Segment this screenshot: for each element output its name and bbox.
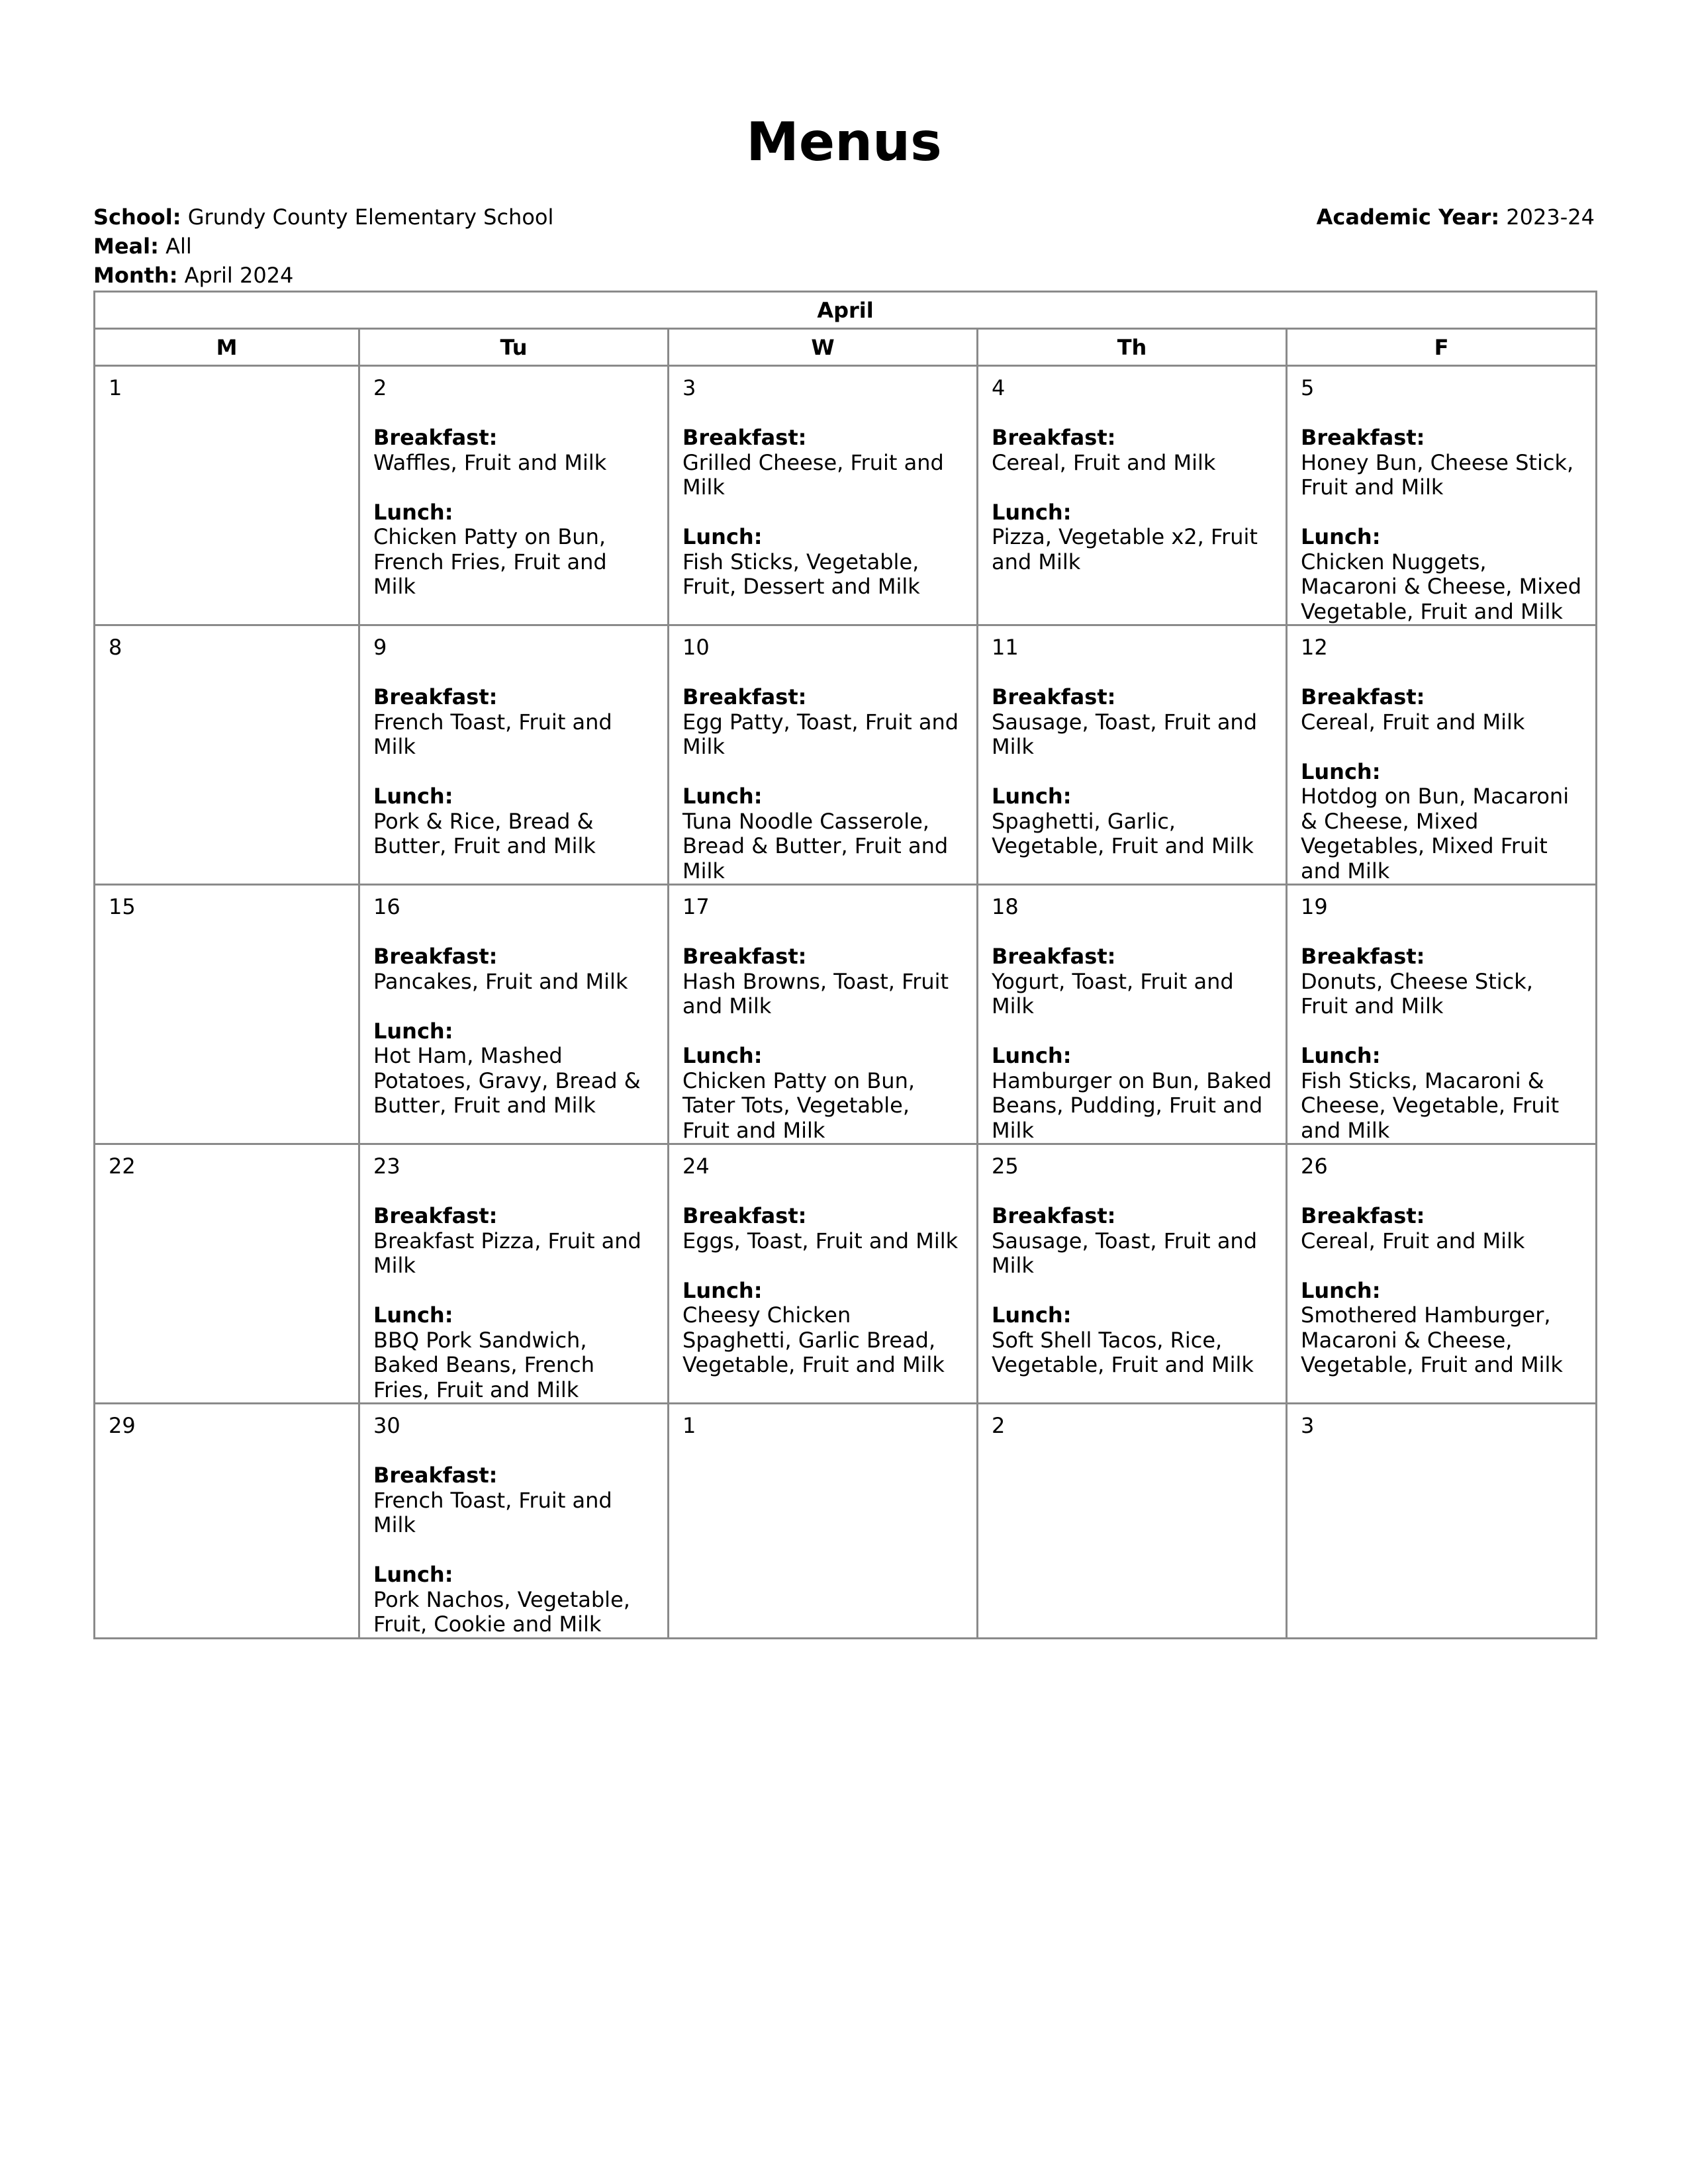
day-number: 16 [373,894,400,919]
day-cell [669,1144,978,1404]
weekday-header-tuesday: Tu [359,329,669,366]
breakfast-label: Breakfast: [682,684,807,709]
day-cell [978,1404,1287,1639]
day-cell [95,625,359,885]
breakfast-menu: Cereal, Fruit and Milk [1301,709,1525,735]
breakfast-label: Breakfast: [682,1203,807,1228]
day-cell [95,1404,359,1639]
breakfast-label: Breakfast: [373,944,498,969]
meal-value: All [165,234,192,259]
lunch-menu: Chicken Patty on Bun, Tater Tots, Vegetable, Fruit and Milk [682,1068,915,1143]
breakfast-menu: Eggs, Toast, Fruit and Milk [682,1228,959,1253]
lunch-label: Lunch: [682,1043,763,1068]
day-number: 26 [1301,1154,1328,1179]
day-number: 17 [682,894,710,919]
breakfast-label: Breakfast: [682,425,807,450]
day-number: 15 [109,894,136,919]
month-header-row [95,292,1597,329]
breakfast-menu: Honey Bun, Cheese Stick, Fruit and Milk [1301,449,1574,500]
breakfast-menu: Pancakes, Fruit and Milk [373,968,628,994]
breakfast-label: Breakfast: [992,425,1116,450]
day-number: 19 [1301,894,1328,919]
breakfast-label: Breakfast: [373,1463,498,1488]
lunch-menu: BBQ Pork Sandwich, Baked Beans, French Fries, Fruit and Milk [373,1327,595,1402]
lunch-menu: Hamburger on Bun, Baked Beans, Pudding, Fruit and Milk [992,1068,1272,1143]
breakfast-menu: Hash Browns, Toast, Fruit and Milk [682,968,949,1019]
lunch-label: Lunch: [992,499,1072,525]
week-row [95,625,1597,885]
day-number: 23 [373,1154,400,1179]
day-cell [359,366,669,625]
day-number: 3 [1301,1413,1315,1438]
day-number: 12 [1301,635,1328,660]
weekday-header-friday: F [1287,329,1597,366]
day-cell [1287,885,1597,1144]
day-cell [1287,1404,1597,1639]
lunch-menu: Spaghetti, Garlic, Vegetable, Fruit and Milk [992,808,1254,858]
lunch-menu: Hot Ham, Mashed Potatoes, Gravy, Bread & Butter, Fruit and Milk [373,1043,641,1118]
breakfast-menu: Egg Patty, Toast, Fruit and Milk [682,709,959,759]
lunch-menu: Pork & Rice, Bread & Butter, Fruit and Milk [373,808,596,858]
day-cell [359,625,669,885]
weekday-header-monday: M [95,329,359,366]
lunch-menu: Chicken Nuggets, Macaroni & Cheese, Mixed Vegetable, Fruit and Milk [1301,549,1582,624]
day-cell [669,366,978,625]
month-info [93,261,1595,290]
day-cell [978,1144,1287,1404]
day-number: 25 [992,1154,1019,1179]
day-cell [95,885,359,1144]
week-row [95,1404,1597,1639]
lunch-menu: Soft Shell Tacos, Rice, Vegetable, Fruit and Milk [992,1327,1254,1377]
academic-year-value: 2023-24 [1506,205,1595,230]
lunch-label: Lunch: [1301,524,1381,549]
page-title: Menus [746,111,942,173]
week-row [95,1144,1597,1404]
day-cell [669,625,978,885]
day-number: 3 [682,375,696,400]
day-number: 5 [1301,375,1315,400]
month-header: April [95,292,1597,329]
lunch-menu: Pizza, Vegetable x2, Fruit and Milk [992,524,1258,574]
lunch-menu: Fish Sticks, Vegetable, Fruit, Dessert and Milk [682,549,920,599]
day-number: 18 [992,894,1019,919]
day-number: 2 [373,375,387,400]
day-number: 1 [109,375,122,400]
calendar-body [95,366,1597,1639]
lunch-label: Lunch: [373,784,453,809]
breakfast-menu: Sausage, Toast, Fruit and Milk [992,709,1258,759]
lunch-label: Lunch: [373,499,453,525]
day-cell [1287,366,1597,625]
weekday-header-wednesday: W [669,329,978,366]
week-row [95,885,1597,1144]
lunch-menu: Smothered Hamburger, Macaroni & Cheese, Vegetable, Fruit and Milk [1301,1302,1563,1377]
breakfast-menu: Grilled Cheese, Fruit and Milk [682,449,944,500]
day-cell [95,1144,359,1404]
breakfast-label: Breakfast: [1301,684,1425,709]
meal-label: Meal: [93,234,159,259]
day-cell [669,1404,978,1639]
breakfast-label: Breakfast: [992,1203,1116,1228]
day-cell [669,885,978,1144]
school-value: Grundy County Elementary School [187,205,554,230]
day-number: 8 [109,635,122,660]
day-cell [95,366,359,625]
lunch-menu: Cheesy Chicken Spaghetti, Garlic Bread, Vegetable, Fruit and Milk [682,1302,945,1377]
weekday-header-thursday: Th [978,329,1287,366]
day-number: 22 [109,1154,136,1179]
menu-calendar [93,291,1597,1639]
lunch-label: Lunch: [373,1018,453,1044]
day-cell [359,885,669,1144]
breakfast-label: Breakfast: [373,684,498,709]
breakfast-menu: Sausage, Toast, Fruit and Milk [992,1228,1258,1278]
lunch-label: Lunch: [373,1562,453,1587]
academic-year-info [1317,203,1595,232]
breakfast-label: Breakfast: [992,684,1116,709]
lunch-menu: Fish Sticks, Macaroni & Cheese, Vegetable, Fruit and Milk [1301,1068,1560,1143]
month-value: April 2024 [184,263,294,288]
lunch-label: Lunch: [1301,1277,1381,1303]
day-number: 1 [682,1413,696,1438]
breakfast-menu: Yogurt, Toast, Fruit and Milk [992,968,1234,1019]
day-cell [978,885,1287,1144]
breakfast-menu: Cereal, Fruit and Milk [1301,1228,1525,1253]
meal-info [93,232,1595,261]
lunch-label: Lunch: [1301,1043,1381,1068]
lunch-label: Lunch: [992,1302,1072,1328]
lunch-menu: Tuna Noodle Casserole, Bread & Butter, Fruit and Milk [682,808,949,884]
day-number: 24 [682,1154,710,1179]
week-row [95,366,1597,625]
weekday-header-row [95,329,1597,366]
school-label: School: [93,205,181,230]
breakfast-label: Breakfast: [1301,425,1425,450]
day-number: 9 [373,635,387,660]
lunch-label: Lunch: [992,1043,1072,1068]
breakfast-menu: Cereal, Fruit and Milk [992,449,1216,475]
breakfast-menu: Breakfast Pizza, Fruit and Milk [373,1228,641,1278]
day-cell [359,1404,669,1639]
breakfast-label: Breakfast: [1301,944,1425,969]
day-number: 29 [109,1413,136,1438]
day-cell [359,1144,669,1404]
breakfast-label: Breakfast: [992,944,1116,969]
day-number: 30 [373,1413,400,1438]
breakfast-menu: Waffles, Fruit and Milk [373,449,607,475]
breakfast-label: Breakfast: [682,944,807,969]
lunch-menu: Pork Nachos, Vegetable, Fruit, Cookie and Milk [373,1586,630,1637]
lunch-label: Lunch: [682,784,763,809]
breakfast-menu: French Toast, Fruit and Milk [373,1487,612,1537]
day-cell [978,366,1287,625]
breakfast-menu: French Toast, Fruit and Milk [373,709,612,759]
month-label: Month: [93,263,178,288]
lunch-menu: Hotdog on Bun, Macaroni & Cheese, Mixed Vegetables, Mixed Fruit and Milk [1301,784,1570,884]
breakfast-label: Breakfast: [373,425,498,450]
day-number: 11 [992,635,1019,660]
day-number: 2 [992,1413,1006,1438]
lunch-menu: Chicken Patty on Bun, French Fries, Fruit and Milk [373,524,607,599]
lunch-label: Lunch: [992,784,1072,809]
academic-year-label: Academic Year: [1316,205,1500,230]
breakfast-label: Breakfast: [1301,1203,1425,1228]
breakfast-label: Breakfast: [373,1203,498,1228]
day-number: 4 [992,375,1006,400]
day-cell [1287,1144,1597,1404]
lunch-label: Lunch: [682,524,763,549]
lunch-label: Lunch: [682,1277,763,1303]
day-cell [978,625,1287,885]
lunch-label: Lunch: [1301,758,1381,784]
breakfast-menu: Donuts, Cheese Stick, Fruit and Milk [1301,968,1533,1019]
day-cell [1287,625,1597,885]
lunch-label: Lunch: [373,1302,453,1328]
day-number: 10 [682,635,710,660]
